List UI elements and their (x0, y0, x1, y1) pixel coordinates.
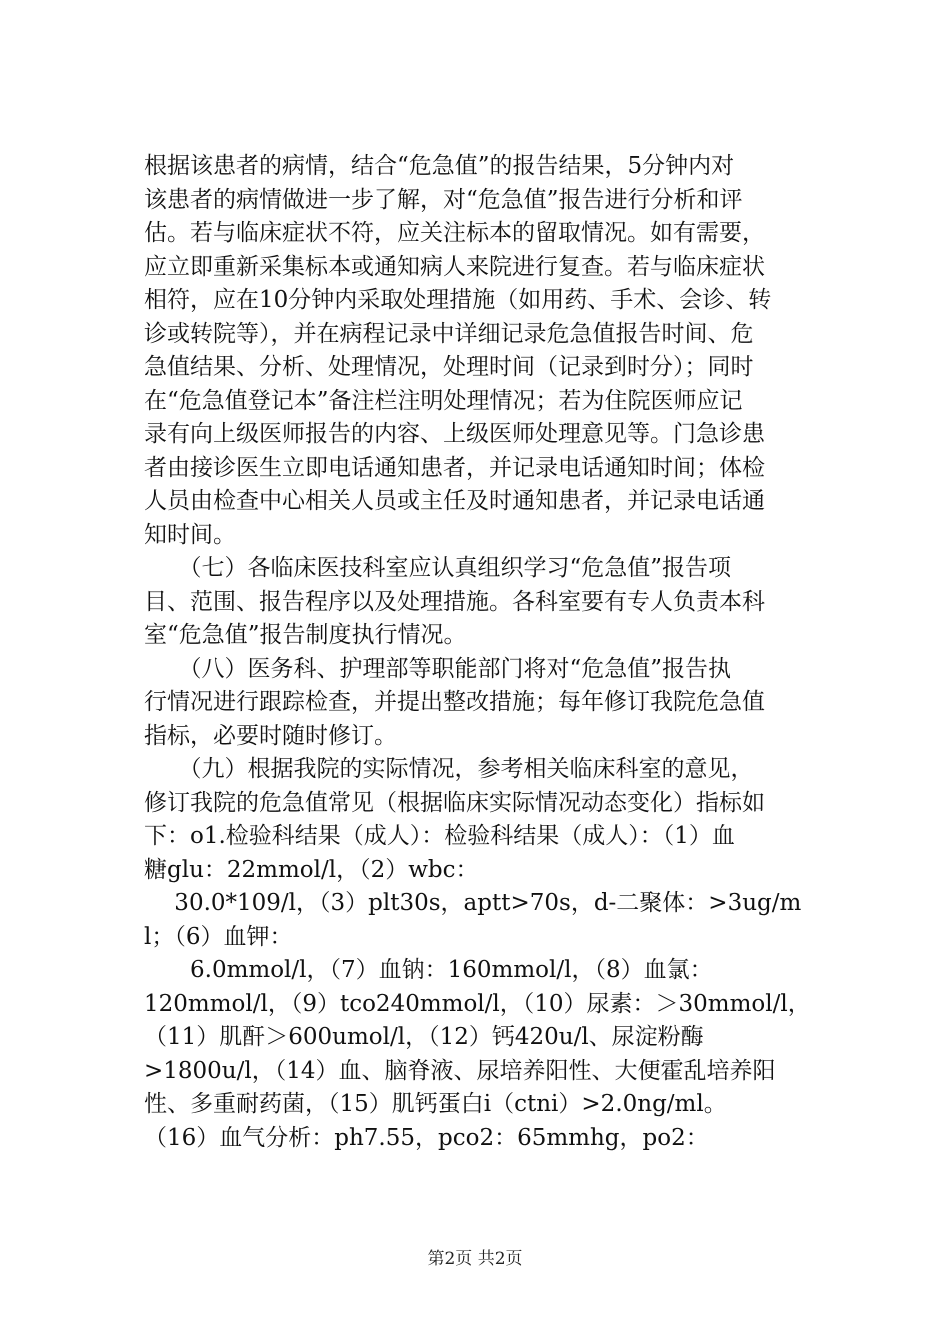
body-text (144, 150, 834, 1155)
text-line: 知时间。 (144, 521, 236, 548)
text-line: 急值结果、分析、处理情况，处理时间（记录到时分）；同时 (144, 354, 754, 380)
text-line: 指标，必要时随时修订。 (144, 722, 397, 749)
text-line: 该患者的病情做进一步了解，对“危急值”报告进行分析和评 (144, 186, 743, 213)
text-line: 相符，应在10分钟内采取处理措施（如用药、手术、会诊、转 (144, 287, 772, 313)
text-line: 录有向上级医师报告的内容、上级医师处理意见等。门急诊患 (144, 421, 765, 447)
text-line: 性、多重耐药菌，（15）肌钙蛋白i（ctni）>2.0ng/ml。 (144, 1091, 727, 1117)
text-line: 估。若与临床症状不符，应关注标本的留取情况。如有需要， (144, 220, 765, 246)
text-line: （八）医务科、护理部等职能部门将对“危急值”报告执 (144, 655, 732, 682)
text-line: （九）根据我院的实际情况，参考相关临床科室的意见， (144, 756, 754, 782)
text-line: （16）血气分析：ph7.55，pco2：65mmhg，po2： (144, 1124, 709, 1151)
text-line: 30.0*109/l，（3）plt30s，aptt>70s，d-二聚体：>3ug/m (144, 890, 802, 916)
text-line: 根据该患者的病情，结合“危急值”的报告结果，5分钟内对 (144, 153, 735, 179)
text-line: 室“危急值”报告制度执行情况。 (144, 622, 467, 648)
text-line: 6.0mmol/l，（7）血钠：160mmol/l，（8）血氯： (144, 957, 713, 983)
text-line: 120mmol/l，（9）tco240mmol/l，（10）尿素：＞30mmol/l， (144, 990, 811, 1017)
text-line: 者由接诊医生立即电话通知患者，并记录电话通知时间；体检 (144, 454, 765, 481)
text-line: l；（6）血钾： (144, 923, 293, 950)
text-line: 在“危急值登记本”备注栏注明处理情况；若为住院医师应记 (144, 387, 743, 414)
text-line: （七）各临床医技科室应认真组织学习“危急值”报告项 (144, 555, 732, 581)
text-line: 行情况进行跟踪检查，并提出整改措施；每年修订我院危急值 (144, 689, 765, 715)
text-line: 人员由检查中心相关人员或主任及时通知患者，并记录电话通 (144, 488, 765, 514)
text-line: 目、范围、报告程序以及处理措施。各科室要有专人负责本科 (144, 588, 765, 615)
text-line: 应立即重新采集标本或通知病人来院进行复查。若与临床症状 (144, 253, 765, 280)
page-footer: 第2页 共2页 (427, 1249, 523, 1269)
text-line: 糖glu：22mmol/l，（2）wbc： (144, 856, 479, 883)
text-line: 下：o1.检验科结果（成人）：检验科结果（成人）：（1）血 (144, 823, 735, 849)
text-line: >1800u/l，（14）血、脑脊液、尿培养阳性、大便霍乱培养阳 (144, 1057, 776, 1084)
text-line: 诊或转院等），并在病程记录中详细记录危急值报告时间、危 (144, 320, 754, 347)
text-line: 修订我院的危急值常见（根据临床实际情况动态变化）指标如 (144, 789, 765, 816)
text-line: （11）肌酐＞600umol/l，（12）钙420u/l、尿淀粉酶 (144, 1024, 704, 1050)
